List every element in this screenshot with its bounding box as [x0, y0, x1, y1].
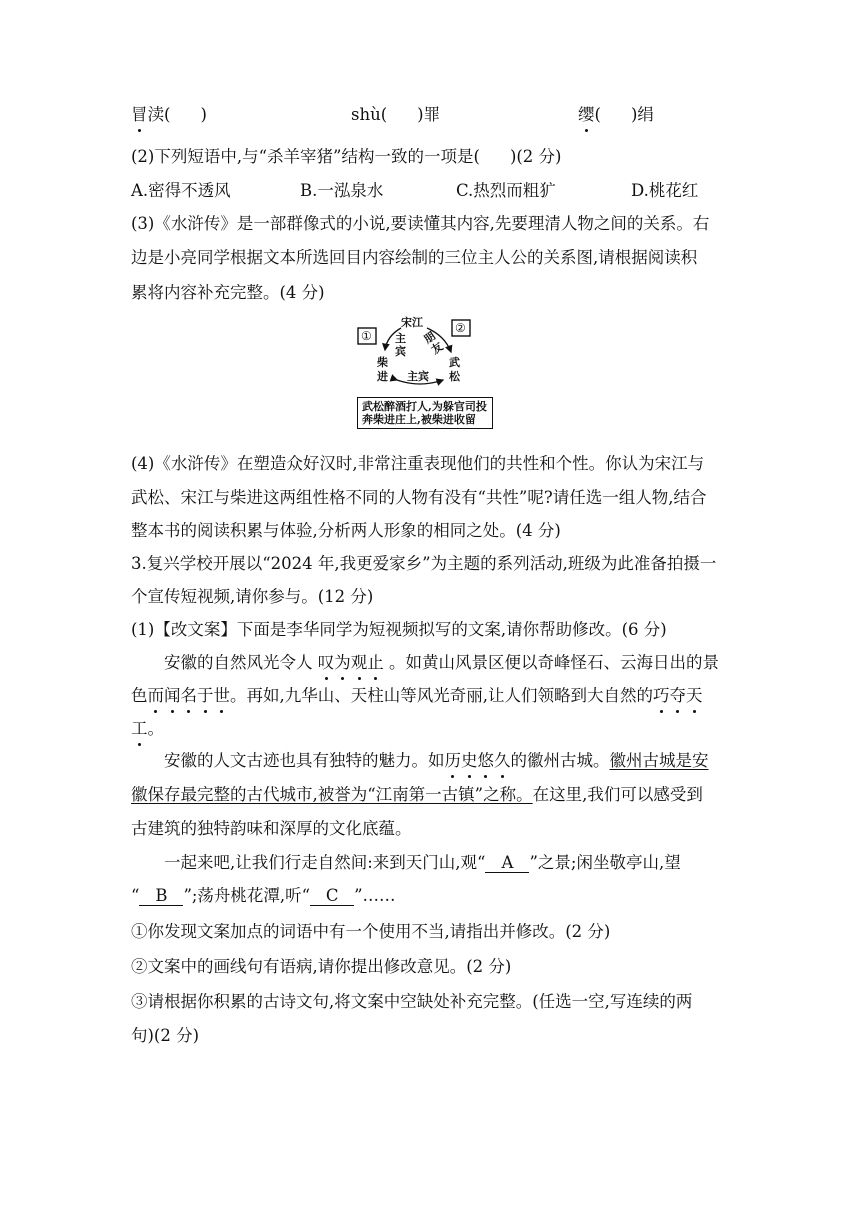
rel-bottom: 主宾: [407, 370, 429, 383]
option-c: C.热烈而粗犷: [456, 181, 556, 200]
q1-item3: 缨( )绢: [578, 105, 654, 124]
q1-item2: shù( )罪: [351, 105, 441, 124]
task-1: ①你发现文案加点的词语中有一个使用不当,请指出并修改。(2 分): [131, 922, 611, 941]
rel-left: 主宾: [395, 332, 406, 358]
note-line2: 奔柴进庄上,被柴进收留: [362, 413, 476, 426]
q1-row: [131, 104, 207, 126]
blank-c: C: [310, 887, 354, 906]
q4-line3: 整本书的阅读积累与体验,分析两人形象的相同之处。(4 分): [131, 521, 561, 540]
blank-b: B: [139, 887, 183, 906]
task-2: ②文案中的画线句有语病,请你提出修改意见。(2 分): [131, 957, 512, 976]
rel-right: 朋友: [421, 329, 446, 357]
diagram-graphic: [355, 314, 495, 402]
para2-line1: 安徽的人文古迹也具有独特的魅力。如历史悠久的徽州古城。徽州古城是安: [164, 751, 709, 770]
node-wusong: 武松: [449, 356, 460, 383]
para1-line2: 色而闻名于世。再如,九华山、天柱山等风光奇丽,让人们领略到大自然的巧夺天: [131, 686, 703, 705]
q5-line2: 个宣传短视频,请你参与。(12 分): [131, 587, 374, 606]
q5-line1: 3.复兴学校开展以“2024 年,我更爱家乡”为主题的系列活动,班级为此准备拍摄一: [131, 554, 717, 573]
para1-line1: 安徽的自然风光令人 叹为观止 。如黄山风景区便以奇峰怪石、云海日出的景: [164, 653, 719, 672]
para1-line3: 工。: [131, 719, 164, 738]
task-3-line1: ③请根据你积累的古诗文句,将文案中空缺处补充完整。(任选一空,写连续的两: [131, 992, 693, 1011]
q2-stem: (2)下列短语中,与“杀羊宰猪”结构一致的一项是( )(2 分): [131, 147, 562, 166]
para2-line2: 徽保存最完整的古代城市,被誉为“江南第一古镇”之称。在这里,我们可以感受到: [131, 785, 703, 804]
node-songjiang: 宋江: [401, 316, 423, 329]
q3-line3: 累将内容补充完整。(4 分): [131, 283, 325, 302]
task-3-line2: 句)(2 分): [131, 1026, 200, 1045]
para3-line1: 一起来吧,让我们行走自然间:来到天门山,观“ A ”之景;闲坐敬亭山,望: [164, 853, 681, 872]
q3-line1: (3)《水浒传》是一部群像式的小说,要读懂其内容,先要理清人物之间的关系。右: [131, 214, 710, 233]
diagram-box-2-label: ②: [455, 321, 466, 335]
option-d: D.桃花红: [631, 181, 699, 200]
dotted-phrase-1: 叹为观止: [317, 653, 384, 672]
q3-line2: 边是小亮同学根据文本所选回目内容绘制的三位主人公的关系图,请根据阅读积: [131, 248, 698, 267]
q2-options: [131, 180, 731, 202]
option-b: B.一泓泉水: [300, 181, 384, 200]
q1-item1-close: ): [200, 105, 207, 124]
underlined-sentence-part2: 徽保存最完整的古代城市,被誉为“江南第一古镇”之称。: [131, 785, 533, 804]
blank-a: A: [485, 854, 529, 873]
q4-line2: 武松、宋江与柴进这两组性格不同的人物有没有“共性”呢?请任选一组人物,结合: [131, 488, 707, 507]
note-line1: 武松醉酒打人,为躲官司投: [362, 400, 487, 413]
q4-line1: (4)《水浒传》在塑造众好汉时,非常注重表现他们的共性和个性。你认为宋江与: [131, 454, 705, 473]
diagram-box-1-label: ①: [361, 329, 372, 343]
para2-line3: 古建筑的独特韵味和深厚的文化底蕴。: [131, 819, 412, 838]
node-chaijin: 柴进: [377, 356, 388, 383]
option-a: A.密得不透风: [131, 181, 231, 200]
relationship-diagram: [355, 314, 495, 402]
underlined-sentence-part1: 徽州古城是安: [609, 751, 709, 770]
para3-line2: “ B ”;荡舟桃花潭,听“ C ”……: [131, 886, 396, 905]
diagram-note: [357, 397, 493, 429]
q1-item1: 冒渎(: [131, 105, 171, 124]
sub1-heading: (1)【改文案】下面是李华同学为短视频拟写的文案,请你帮助修改。(6 分): [131, 620, 667, 639]
